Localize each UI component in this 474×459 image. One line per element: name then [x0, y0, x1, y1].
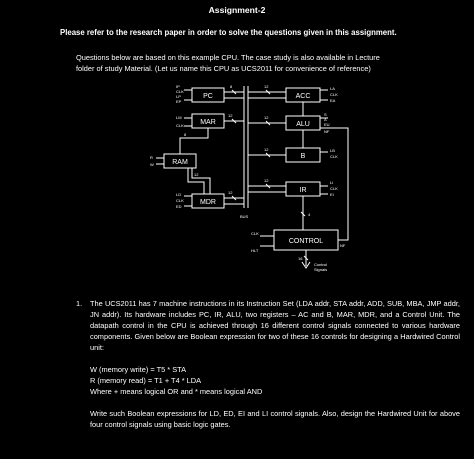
- mdr-signal-clk: CLK: [176, 198, 184, 203]
- control-out-width: 16: [298, 256, 303, 261]
- intro-paragraph: [76, 52, 454, 74]
- pc-signal-ep: EP: [176, 99, 182, 104]
- alu-signal-eu: EU: [324, 122, 330, 127]
- b-bus-width: 12: [264, 147, 269, 152]
- assignment-title: Assignment-2: [208, 5, 266, 15]
- question-number: 1.: [76, 299, 83, 308]
- mdr-signal-ld: LD: [176, 192, 182, 197]
- alu-label: ALU: [296, 121, 310, 128]
- pc-signal-clk: CLK: [176, 89, 184, 94]
- mar-signal-lm: LM: [176, 115, 182, 120]
- pc-bus-width: 8: [230, 84, 233, 89]
- ir-bus-width: 12: [264, 178, 269, 183]
- intro-line-1: Questions below are based on this example CPU. The case study is also available in Lecture: [76, 53, 380, 62]
- question-paragraph-1: The UCS2011 has 7 machine instructions in its Instruction Set (LDA addr, STA addr, ADD, SUB, MBA, JMP addr, JN addr). Its hardware includes PC, IR, ALU, two registers – AC and B, MAR, MDR, and a Control Unit. The datapath control in the CPU is achieved through 16 different control signals connected to various hardware components. Given below are Boolean expression for two of these 16 controls for designing a Hardwired Control unit:: [90, 299, 460, 352]
- alu-signal-nf: NF: [324, 129, 330, 134]
- pc-signal-lp: LP: [176, 94, 181, 99]
- operator-note: Where + means logical OR and * means logical AND: [90, 387, 263, 396]
- ir-signal-li: LI: [330, 180, 334, 185]
- ir-control-width: 4: [308, 212, 311, 217]
- control-signal-hlt: HLT: [251, 248, 259, 253]
- acc-signal-la: LA: [330, 86, 335, 91]
- acc-signal-clk: CLK: [330, 92, 338, 97]
- control-signal-clk: CLK: [251, 231, 259, 236]
- assignment-instruction: Please refer to the research paper in order to solve the questions given in this assignment.: [60, 28, 397, 37]
- acc-signal-ea: EA: [330, 98, 336, 103]
- ram-signal-r: R: [150, 155, 153, 160]
- control-signals-label-2: Signals: [314, 267, 328, 272]
- b-label: B: [300, 153, 306, 160]
- mar-label: MAR: [200, 119, 216, 126]
- cpu-block-diagram: [148, 82, 372, 278]
- mdr-bus-width: 12: [228, 190, 233, 195]
- control-signal-nf: NF: [340, 243, 346, 248]
- nf-control-wire: [320, 128, 348, 240]
- spacer: [90, 353, 460, 364]
- control-signals-label-1: Control: [314, 262, 327, 267]
- pc-signal-ip: IP: [176, 84, 180, 89]
- alu-signal-s: S: [324, 112, 327, 117]
- spacer-2: [90, 397, 460, 408]
- pc-label: PC: [203, 93, 213, 100]
- ram-signal-w: W: [150, 162, 154, 167]
- intro-line-2: folder of study Material. (Let us name this CPU as UCS2011 for convenience of reference): [76, 64, 371, 73]
- ram-mdr-width: 12: [194, 172, 199, 177]
- ir-signal-clk: CLK: [330, 186, 338, 191]
- b-signal-lb: LB: [330, 148, 335, 153]
- mdr-signal-ed: ED: [176, 204, 182, 209]
- alu-signal-a: A: [324, 117, 327, 122]
- acc-label: ACC: [295, 93, 311, 100]
- question-paragraph-2: Write such Boolean expressions for LD, ED, EI and LI control signals. Also, design the Hardwired Unit for above four control signals using basic logic gates.: [90, 409, 460, 429]
- ram-label: RAM: [172, 159, 188, 166]
- alu-bus-width: 12: [264, 115, 269, 120]
- question-body: [90, 298, 460, 430]
- mar-bus-width: 12: [228, 113, 233, 118]
- ir-signal-ei: EI: [330, 192, 334, 197]
- ir-label: IR: [299, 187, 307, 194]
- expression-memory-write: W (memory write) = T5 * STA: [90, 365, 187, 374]
- ram-mar-width: 8: [184, 132, 187, 137]
- expression-memory-read: R (memory read) = T1 + T4 * LDA: [90, 376, 202, 385]
- question-1: [76, 298, 460, 430]
- acc-bus-width: 12: [264, 84, 269, 89]
- bus-label: BUS: [240, 214, 249, 219]
- mar-signal-clk: CLK: [176, 123, 184, 128]
- b-signal-clk: CLK: [330, 154, 338, 159]
- control-label: CONTROL: [288, 238, 324, 245]
- mdr-label: MDR: [200, 199, 216, 206]
